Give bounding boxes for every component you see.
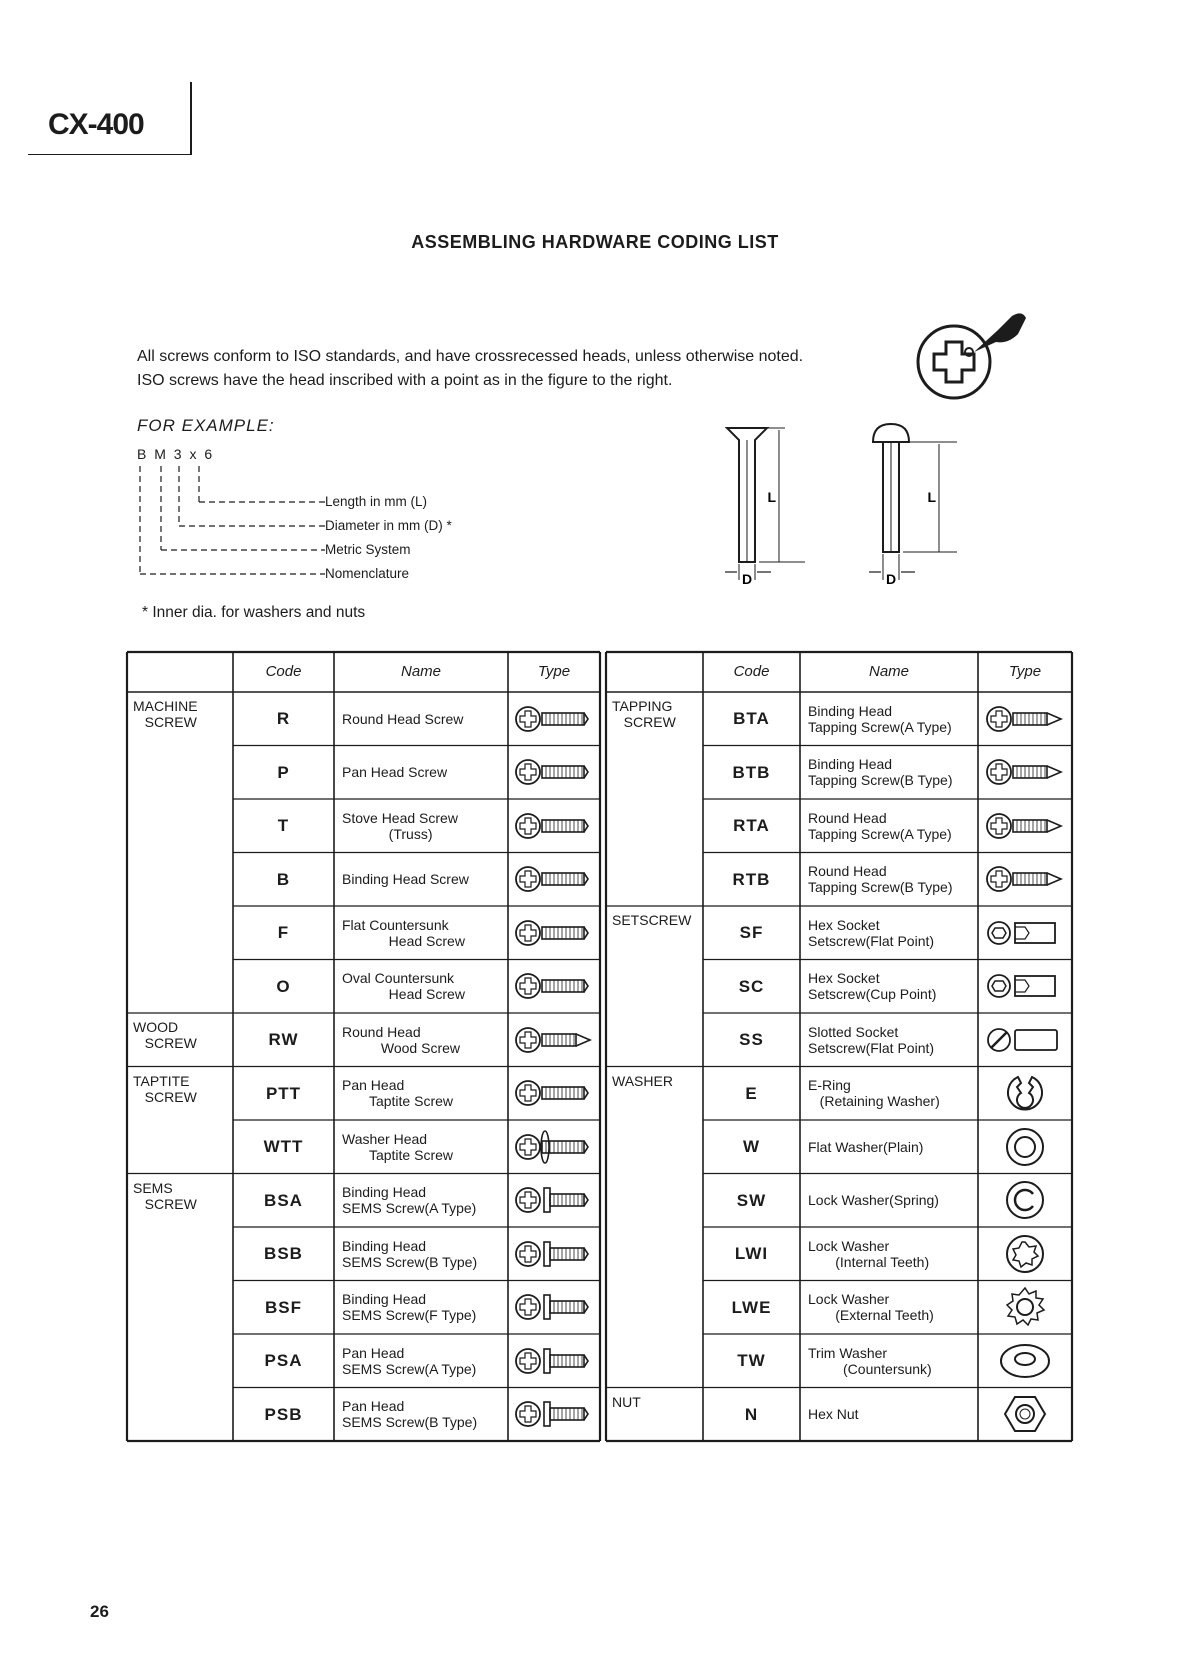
- right-row-code: LWE: [731, 1297, 772, 1317]
- left-row-name: Pan Head Screw: [342, 764, 448, 781]
- left-row-name: Binding Head SEMS Screw(F Type): [342, 1291, 477, 1324]
- left-category: TAPTITE SCREW: [133, 1072, 197, 1105]
- right-row-code: SC: [738, 976, 765, 996]
- left-category: WOOD SCREW: [133, 1019, 197, 1051]
- right-row-name: Round Head Tapping Screw(A Type): [808, 809, 952, 842]
- right-row-code: LWI: [734, 1244, 769, 1263]
- right-row-code: RTB: [732, 869, 771, 889]
- right-row-code: BTB: [732, 762, 771, 782]
- left-category: SEMS SCREW: [133, 1179, 197, 1212]
- page-title: ASSEMBLING HARDWARE CODING LIST: [411, 232, 779, 252]
- left-row-name: Pan Head Taptite Screw: [342, 1077, 454, 1110]
- right-category: SETSCREW: [612, 912, 692, 928]
- right-header-name: Name: [868, 663, 909, 680]
- left-row-code: PSA: [264, 1351, 303, 1370]
- left-row-code: BSF: [265, 1297, 302, 1317]
- right-row-name: Hex Socket Setscrew(Flat Point): [808, 916, 935, 949]
- left-row-code: BSB: [264, 1244, 303, 1263]
- page-number: 26: [90, 1602, 109, 1621]
- right-row-name: Lock Washer(Spring): [808, 1192, 939, 1209]
- left-row-name: Washer Head Taptite Screw: [342, 1130, 454, 1163]
- right-row-code: SF: [739, 923, 764, 942]
- legend-diameter: Diameter in mm (D) *: [325, 518, 452, 533]
- right-row-code: E: [745, 1083, 758, 1103]
- left-row-name: Binding Head SEMS Screw(B Type): [342, 1237, 478, 1270]
- left-row-code: RW: [268, 1030, 299, 1049]
- left-row-name: Oval Countersunk Head Screw: [342, 970, 465, 1003]
- length-label-2: L: [927, 489, 936, 505]
- left-header-type: Type: [537, 663, 571, 680]
- right-row-name: Round Head Tapping Screw(B Type): [808, 863, 953, 896]
- right-row-name: Slotted Socket Setscrew(Flat Point): [808, 1023, 935, 1056]
- left-header-code: Code: [265, 663, 302, 680]
- diameter-label-2: D: [885, 571, 897, 587]
- right-row-name: Trim Washer (Countersunk): [808, 1344, 932, 1377]
- example-label: FOR EXAMPLE:: [137, 416, 275, 435]
- left-row-code: R: [276, 709, 291, 728]
- left-header-name: Name: [400, 663, 441, 680]
- right-category: WASHER: [612, 1072, 673, 1089]
- right-row-name: E-Ring (Retaining Washer): [808, 1077, 940, 1110]
- left-row-code: O: [276, 976, 291, 996]
- left-row-name: Binding Head Screw: [342, 871, 469, 888]
- right-row-code: TW: [737, 1351, 766, 1370]
- right-row-code: BTA: [733, 709, 770, 728]
- left-row-code: WTT: [263, 1137, 304, 1156]
- legend-length: Length in mm (L): [325, 494, 428, 509]
- right-category: NUT: [612, 1393, 641, 1410]
- right-row-name: Hex Nut: [808, 1406, 859, 1423]
- left-row-code: PSB: [264, 1404, 303, 1424]
- left-category: MACHINE SCREW: [133, 698, 198, 730]
- left-row-code: PTT: [265, 1083, 302, 1103]
- left-row-name: Round Head Screw: [342, 710, 464, 727]
- diameter-label-1: D: [741, 571, 753, 587]
- right-header-type: Type: [1008, 663, 1042, 680]
- left-row-code: P: [277, 762, 290, 782]
- right-row-name: Binding Head Tapping Screw(A Type): [808, 702, 952, 735]
- example-code: B M 3 x 6: [137, 446, 215, 462]
- left-row-name: Pan Head SEMS Screw(B Type): [342, 1398, 478, 1431]
- right-row-name: Lock Washer (External Teeth): [808, 1291, 934, 1324]
- intro-line-2: ISO screws have the head inscribed with a point as in the figure to the right.: [137, 372, 673, 389]
- right-row-name: Hex Socket Setscrew(Cup Point): [808, 970, 937, 1003]
- length-label-1: L: [767, 489, 776, 505]
- legend-metric: Metric System: [325, 542, 411, 557]
- left-row-name: Binding Head SEMS Screw(A Type): [342, 1184, 477, 1217]
- right-row-code: SS: [739, 1030, 764, 1049]
- right-row-name: Flat Washer(Plain): [808, 1138, 924, 1155]
- left-row-code: B: [276, 869, 291, 889]
- right-row-code: RTA: [733, 816, 770, 835]
- right-row-name: Binding Head Tapping Screw(B Type): [808, 756, 953, 789]
- left-row-name: Stove Head Screw (Truss): [342, 809, 458, 842]
- left-row-name: Pan Head SEMS Screw(A Type): [342, 1344, 477, 1377]
- right-header-code: Code: [733, 663, 770, 680]
- right-row-code: SW: [736, 1190, 767, 1210]
- left-row-code: T: [277, 816, 290, 835]
- footnote: * Inner dia. for washers and nuts: [142, 604, 366, 621]
- model-name: CX-400: [48, 108, 144, 141]
- right-row-name: Lock Washer (Internal Teeth): [808, 1237, 930, 1270]
- left-row-name: Round Head Wood Screw: [342, 1023, 461, 1056]
- intro-line-1: All screws conform to ISO standards, and have crossrecessed heads, unless otherwise noted.: [137, 348, 804, 365]
- left-row-name: Flat Countersunk Head Screw: [342, 916, 465, 949]
- right-row-code: W: [742, 1137, 761, 1156]
- left-row-code: F: [277, 923, 290, 942]
- right-row-code: N: [744, 1404, 759, 1424]
- legend-nomenclature: Nomenclature: [325, 566, 410, 581]
- left-row-code: BSA: [264, 1190, 303, 1210]
- right-category: TAPPING SCREW: [612, 698, 676, 730]
